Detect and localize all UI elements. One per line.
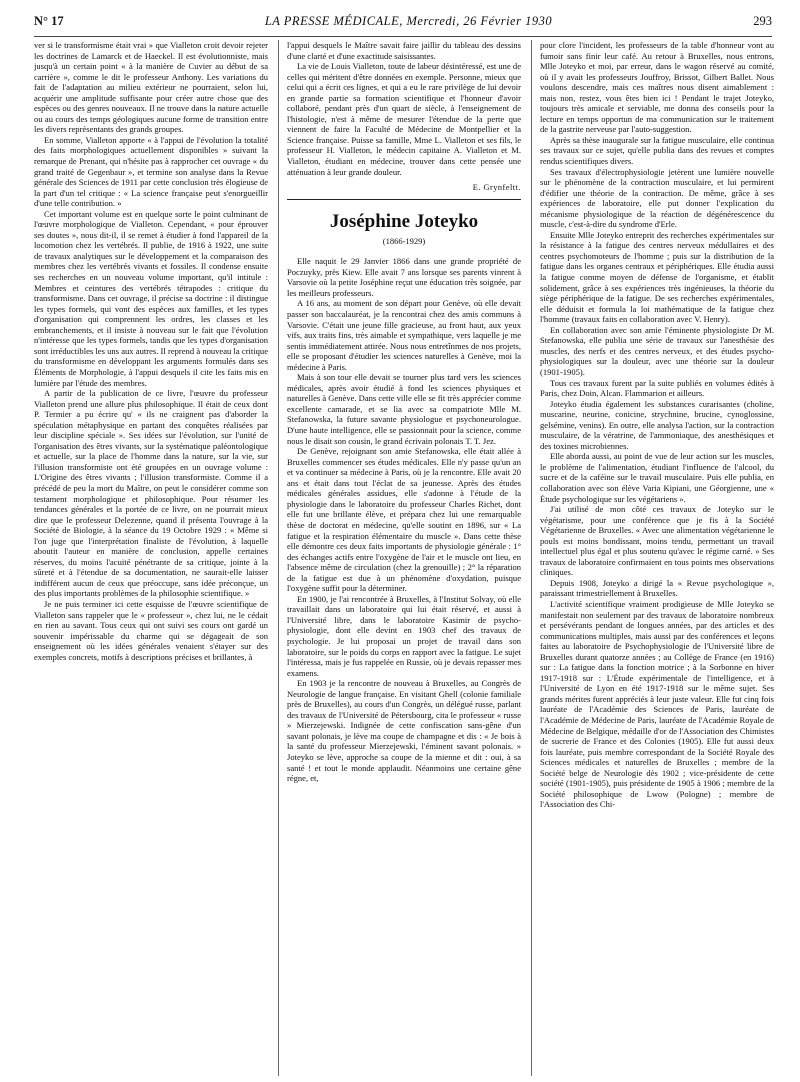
article-title: Joséphine Joteyko <box>329 211 479 233</box>
author-signature: E. Grynfeltt. <box>472 183 521 193</box>
paragraph: ver si le transformisme était vrai » que Vialleton croit devoir rejeter les doctrines de Lamarck et de Haeckel. Il est évolutionniste, mais jusqu'à un certain point « à la manière de Cuvier au début de sa carrière », comme le dit le professeur Anthony. Les variations du fait de l'adaptation au milieu extérieur ne pourraient, selon lui, acquérir une amplitude suffisante pour créer autre chose que des espèces ou des genres nouveaux. Il ne trouve dans la nature actuelle ou au cours des temps géologiques aucune forme de transition entre les divers représentants des grands groupes. <box>34 40 268 135</box>
paragraph: Tous ces travaux furent par la suite publiés en volumes édités à Paris, chez Doin, Alcan. Flammarion et ailleurs. <box>540 377 774 399</box>
column-3 <box>531 40 774 1076</box>
paragraph: De Genève, rejoignant son amie Stefanowska, elle était allée à Bruxelles commencer ses études médicales. Elle n'y passe qu'un an et va continuer sa médecine à Paris, où je la rencontre. Elle avait 20 ans et était dans tout l'éclat de sa jeunesse. Après des études médicales générales assidues, elle s'adonne à l'étude de la physiologie dans le laboratoire du professeur Charles Richet, dont elle fut une brillante élève, et prépara chez lui une remarquable thèse de doctorat en médecine, qu'elle soutint en 1896, sur « La fatigue et la respiration élémentaire du muscle ». Dans cette thèse elle démontre ces deux faits importants de physiologie générale : 1° des échanges actifs entre l'oxygène de l'air et le muscle ont lieu, en l'absence même de circulation (chez la grenouille) ; 2° la réparation de la fatigue est due à un phénomène d'oxydation, puisque l'oxygène suffit pour la déterminer. <box>287 446 521 594</box>
paragraph: l'appui desquels le Maître savait faire jaillir du tableau des dessins d'une clarté et d'une exactitude saisissantes. <box>287 40 521 61</box>
paragraph: La vie de Louis Vialleton, toute de labeur désintéressé, est une de celles qui méritent d'être données en exemple. Personne, mieux que celui qui a écrit ces lignes, et qui a eu le rare privilège de lui devoir en grande partie sa formation scientifique et l'honneur d'avoir collaboré, pendant près d'un quart de siècle, à l'enseignement de l'histologie, n'est à même de mesurer l'étendue de la perte que viennent de faire la Faculté de Médecine de Montpellier et la Science française. Puisse sa famille, Mme L. Vialleton et ses fils, le professeur H. Vialleton, le médecin capitaine A. Vialleton et M. Vialleton, étudiant en médecine, trouver dans cette pensée une atténuation à leur grande douleur. <box>287 61 521 177</box>
paragraph: En collaboration avec son amie l'éminente physiologiste Dr M. Stefanowska, elle publia une série de travaux sur l'anesthésie des muscles, des nerfs et des centres nerveux, et des études psycho-physiologiques sur la douleur, avec une théorie sur la douleur (1901-1905). <box>540 324 774 377</box>
journal-title: LA PRESSE MÉDICALE, Mercredi, 26 Février 1930 <box>264 14 553 28</box>
page-header <box>34 14 772 37</box>
section-divider <box>287 199 521 200</box>
paragraph: Joteyko étudia également les substances curarisantes (choline, muscarine, neurine, conicine, strychnine, brucine, cynoglossine, gelsémine, venins). En outre, elle analysa l'action, sur la contraction musculaire, de la vératrine, de l'ammoniaque, des anesthésiques et des toxines microbiennes. <box>540 398 774 451</box>
paragraph: Depuis 1908, Joteyko a dirigé la « Revue psychologique », paraissant trimestriellement à Bruxelles. <box>540 577 774 599</box>
page-number: 293 <box>753 14 772 28</box>
article-columns <box>34 40 774 1076</box>
paragraph: A partir de la publication de ce livre, l'œuvre du professeur Vialleton prend une allure plus philosophique. Il était de ceux dont P. Termier a pu écrire qu' « ils ne craignent pas d'aborder la spéculation métaphysique en partant des conquêtes réalisées par leur discipline spéciale ». Ses idées sur l'évolution, sur l'unité de l'organisation des êtres vivants, sur la systématique paléontologique et actuelle, sur la place de l'homme dans la nature, sur la vie, sur l'illusion transformiste ont été groupées en un ouvrage volume : L'Origine des êtres vivants ; l'illusion transformiste. Comme il a précédé de peu la mort du Maître, on peut le considérer comme son testament morphologique et philosophique. Pour résumer les tendances générales et la portée de ce livre, on ne pourrait mieux dire que le professeur Delezenne, quand il présenta l'ouvrage à la Société de Biologie, à la séance du 19 Octobre 1929 : « Même si l'on juge que l'interprétation finaliste de l'évolution, à laquelle aboutit l'auteur en manière de conclusion, appelle certaines réserves, du moins l'acuité pénétrante de sa critique, jointe à la sûreté et à l'étendue de sa documentation, ne saurait-elle laisser indifférent aucun de ceux que préoccupe, sans idée préconçue, un des plus importants problèmes de la philosophie scientifique. » <box>34 388 268 599</box>
paragraph: pour clore l'incident, les professeurs de la table d'honneur vont au fumoir sans finir leur café. Au retour à Bruxelles, nous entrons, Mlle Joteyko et moi, par erreur, dans le wagon réservé au comité, où il y avait les professeurs Jouffroy, Brissot, Gilbert Ballet. Nous voulons descendre, mais ces maîtres nous disent aimablement : mais non, restez, vous êtes bien ici ! Pendant le trajet Joteyko, toujours très amicale et serviable, me donna des conseils pour la lecture en temps opportun de ma communication sur le traitement de la gastrite nerveuse par l'auto-suggestion. <box>540 40 774 135</box>
paragraph: Je ne puis terminer ici cette esquisse de l'œuvre scientifique de Vialleton sans rappeler que le « professeur », chez lui, ne le cédait en rien au savant. Tous ceux qui ont suivi ses cours ont gardé un souvenir impérissable du charme qui se dégageait de son enseignement où les idées générales venaient s'étayer sur des exemples concrets, motifs à descriptions précises et brillantes, à <box>34 598 268 662</box>
column-2 <box>278 40 521 1076</box>
paragraph: Elle naquit le 29 Janvier 1866 dans une grande propriété de Poczuyky, près Kiew. Elle avait 7 ans lorsque ses parents vinrent à Varsovie où la petite Joséphine reçut une éducation très soignée, par les meilleurs professeurs. <box>287 256 521 298</box>
paragraph: Ensuite Mlle Joteyko entreprit des recherches expérimentales sur la résistance à la fatigue des centres nerveux médullaires et des centres psychomoteurs de l'homme ; puis sur la distribution de la fatigue dans les organes centraux et périphériques. Elle étudia aussi la fatigue comme moyen de défense de l'organisme, et établit solidement, grâce à ses expériences très ingénieuses, la théorie du siège périphérique de la fatigue. De ses recherches expérimentales, elle déduisit et formula la loi mathématique de la fatigue chez l'homme (travaux faits en collaboration avec V. Henry). <box>540 229 774 325</box>
paragraph: Mais à son tour elle devait se tourner plus tard vers les sciences médicales, après avoir étudié à fond les sciences physiques et naturelles à Genève. Dans cette ville elle se fit très apprécier comme excellente camarade, et se lia avec sa compatriote Mlle M. Stefanowska, la future savante physiologue et psychoneurologue. D'une haute intelligence, elle se passionnait pour la science, comme nous le disait son cousin, le grand écrivain polonais T. T. Jez. <box>287 372 521 446</box>
paragraph: L'activité scientifique vraiment prodigieuse de Mlle Joteyko se manifestait non seulement par des travaux de laboratoire nombreux et persévérants pendant de longues années, par des articles et des communications multiples, mais aussi par des conférences et leçons faites au laboratoire de Psychophysiologie de l'Université libre de Bruxelles durant quatorze années ; au Collège de France (en 1916) sur : La fatigue dans la fonction motrice ; à la Sorbonne en hiver 1917-1918 sur : L'Étude expérimentale de l'intelligence, et à l'Université de Lyon en été 1917-1918 sur le même sujet. Ses grands mérites furent appréciés à leur juste valeur. Elle fut cinq fois lauréate de l'Académie des Sciences de Paris, lauréate de l'Académie de Médecine de Paris, lauréate de l'Académie Royale de Médecine de Belgique, médaille d'or de l'Association des Chimistes de sucrerie de France et des Colonies (1905). Elle fut aussi deux fois lauréate, puis membre correspondant de la Société Royale des Sciences médicales et naturelles de Bruxelles ; membre de la Société belge de Neurologie dès 1902 ; vice-présidente de cette société (1901-1905), puis présidente de 1905 à 1906 ; membre de la Société philosophique de Lwow (Pologne) ; membre de l'Association des Chi- <box>540 598 774 810</box>
paragraph: Cet important volume est en quelque sorte le point culminant de l'œuvre morphologique de Vialleton. Cependant, « pour éprouver ses doutes », nous dit-il, il se remet à étudier à fond l'appareil de la locomotion chez les vertébrés. Il publie, de 1916 à 1922, une suite de travaux analytiques sur le développement et la comparaison des membres chez les vertébrés vivants et fossiles. Il condense ensuite ses recherches en un nouveau volume important, qu'il intitule : Membres et ceintures des vertébrés tétrapodes : critique du transformisme. Dans cet ouvrage, il précise sa doctrine : il distingue les types formels, qui vont des espèces aux familles, et les types d'organisation qui comprennent les ordres, les classes et les embranchements, et il insiste à nouveau sur le fait que l'évolution n'intéresse que les types formels, tandis que les types d'organisation sont irréductibles les uns aux autres. Il reprend à nouveau la critique du transformisme en développant les arguments formulés dans ses Éléments de Morphologie, à l'appui desquels il cite les faits mis en lumière par l'étude des membres. <box>34 208 268 388</box>
paragraph: Elle aborda aussi, au point de vue de leur action sur les muscles, le problème de l'alimentation, étudiant l'influence de l'alcool, du sucre et de la caféine sur le travail musculaire. Puis elle publia, en collaboration avec son élève Varia Kipiani, une Géorgienne, une « Étude psychologique sur les végétariens ». <box>540 451 774 504</box>
paragraph: Ses travaux d'électrophysiologie jetèrent une lumière nouvelle sur le phénomène de la contraction musculaire, et lui permirent d'édifier une théorie de la contraction. De même, grâce à ses expériences de laboratoire, elle put donner l'explication du mécanisme physiologique de la réaction de dégénérescence du muscle, c'est-à-dire du syndrome d'Erle. <box>540 166 774 230</box>
column-1 <box>34 40 268 1076</box>
paragraph: En somme, Vialleton apporte « à l'appui de l'évolution la totalité des faits morphologiques actuellement disponibles » suivant la remarque de Prenant, qui n'hésite pas à rapprocher cet ouvrage « du grand traité de Gegenbaur », et termine son analyse dans la Revue générale des Sciences de 1911 par cette conclusion très élogieuse de la part d'un tel critique : « La science française peut s'enorgueillir d'une telle contribution. » <box>34 134 268 209</box>
paragraph: Après sa thèse inaugurale sur la fatigue musculaire, elle continua ses travaux sur ce sujet, qu'elle publia dans des revues et comptes rendus scientifiques divers. <box>540 134 774 167</box>
paragraph: A 16 ans, au moment de son départ pour Genève, où elle devait passer son baccalauréat, je la rencontrai chez des amis communs à Varsovie. C'était une jeune fille gracieuse, au front haut, aux yeux vifs, aux traits fins, très aimable et sympathique, vers laquelle je me sentis immédiatement attirée. Nous nous entretînmes de nos projets, elle se proposant d'étudier les sciences naturelles à Genève, moi la médecine à Paris. <box>287 298 521 372</box>
paragraph: En 1903 je la rencontre de nouveau à Bruxelles, au Congrès de Neurologie de langue française. En visitant Ghell (colonie familiale près de Bruxelles), au cours d'un Congrès, un délégué russe, parlant des travaux de l'Université de Pétersbourg, cita le professeur « russe » Mierzejewski. Indignée de cette confiscation sans-gêne d'un savant polonais, je lève ma coupe de champagne et dis : « Je bois à la santé du professeur Mierzejewski, l'éminent savant polonais. » Joteyko se lève, approche sa coupe de la mienne et dit : oui, à sa santé ! et tout le monde applaudit. Néanmoins une certaine gêne régne, et, <box>287 678 521 784</box>
paragraph: J'ai utilisé de mon côté ces travaux de Joteyko sur le végétarisme, pour une conférence que je fis à la Société Végétarienne de Bruxelles. « Avec une alimentation végétarienne le pouls est moins bondissant, moins tendu, permettant un travail intellectuel plus égal et plus soutenu qu'avec le régime carné. » Ses travaux de laboratoire confirmaient en tous points mes observations cliniques. <box>540 504 774 578</box>
issue-number: N° 17 <box>34 14 64 28</box>
article-dates: (1866-1929) <box>382 235 426 246</box>
paragraph: En 1900, je l'ai rencontrée à Bruxelles, à l'Institut Solvay, où elle travaillait dans un laboratoire qui lui était réservé, et aussi à l'Université libre, dans le laboratoire Kasimir de psycho-physiologie, dont elle devint en 1903 chef des travaux de psychologie. Je lui proposai un projet de travail dans son laboratoire, sur le poids du corps en rapport avec la fatigue. Le sujet l'intéressa, mais je fus rappelée en Russie, où je devais repasser mes examens. <box>287 593 521 678</box>
